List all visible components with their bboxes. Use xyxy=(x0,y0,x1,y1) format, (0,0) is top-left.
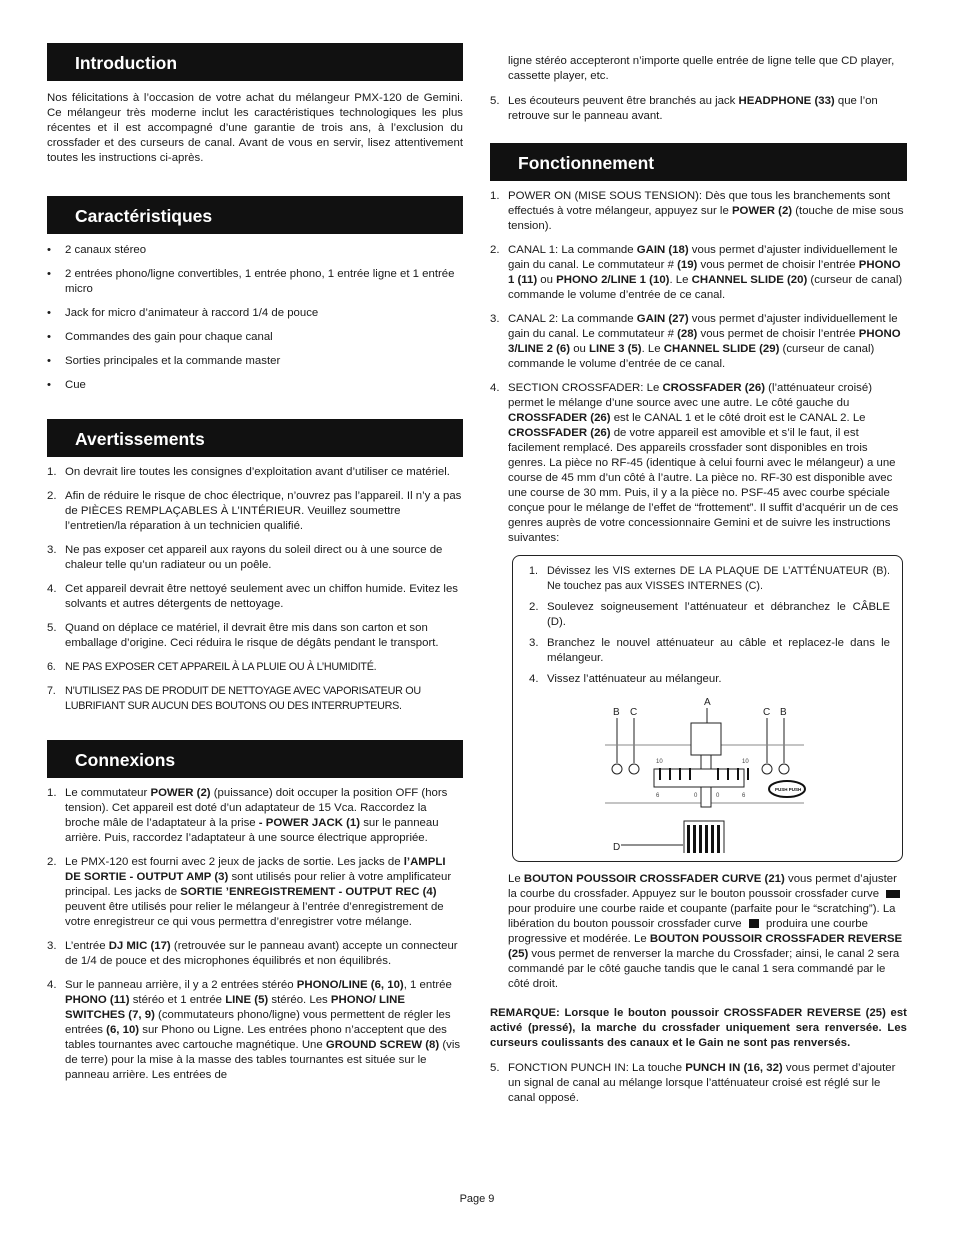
continued-paragraph: ligne stéréo accepteront n’importe quelle entrée de ligne telle que CD player, cassette player, etc. xyxy=(508,55,895,82)
connections-list xyxy=(47,786,463,1083)
list-item: 4. Sur le panneau arrière, il y a 2 entrées stéréo PHONO/LINE (6, 10), 1 entrée PHONO (11) stéréo et 1 entrée LINE (5) stéréo. Les PHONO/ LINE SWITCHES (7, 9) (commutateurs phono/ligne) vous permettent de régler les entrées (6, 10) sur Phono ou Ligne. Les entrées phono n’acceptent que des tables tournantes avec cartouche magnétique. Une GROUND SCREW (8) (vis de terre) pour la mise à la masse des tables tournantes est située sur le panneau arrière. Les entrées de xyxy=(47,979,461,1081)
label-b-right: B xyxy=(780,707,787,718)
section-header-introduction: Introduction xyxy=(47,43,463,81)
remark-paragraph: REMARQUE: Lorsque le bouton poussoir CROSSFADER REVERSE (25) est activé (pressé), la marche du crossfader uniquement sera renversée. Les curseurs coulissants des canaux et le Gain ne sont pas renversés. xyxy=(490,1007,907,1049)
section-header-operation: Fonctionnement xyxy=(490,143,907,181)
list-item: 7. N’UTILISEZ PAS DE PRODUIT DE NETTOYAGE AVEC VAPORISATEUR OU LUBRIFIANT SUR AUCUN DES BOUTONS OU DES INTERRUPTEURS. xyxy=(47,685,421,712)
list-item: 1. On devrait lire toutes les consignes d’exploitation avant d’utiliser ce matériel. xyxy=(47,466,450,478)
list-item: 2. Le PMX-120 est fourni avec 2 jeux de jacks de sortie. Les jacks de l’AMPLI DE SORTIE - OUTPUT AMP (3) sont utilisés pour relier à votre amplificateur principal. Les jacks de SORTIE ’ENREGISTREMENT - OUTPUT REC (4) peuvent être utilisés pour relier le mélangeur à l’entrée d’enregistrement de votre enregistreur ce qui vous permettra d’enregistrer votre mélange. xyxy=(47,856,452,928)
list-item: • Commandes des gain pour chaque canal xyxy=(47,331,273,343)
list-item: 5. Quand on déplace ce matériel, il devrait être mis dans son carton et son emballage d’origine. Ceci réduira le risque de dégâts pendant le transport. xyxy=(47,622,439,649)
features-list xyxy=(47,243,463,393)
list-item: 5. FONCTION PUNCH IN: La touche PUNCH IN (16, 32) vous permet d’ajouter un signal de canal au mélange lorsque l’atténuateur croisé est réglé sur le canal opposé. xyxy=(490,1062,896,1104)
scale-6-right: 6 xyxy=(742,793,746,799)
connections-list-continued xyxy=(490,94,907,124)
scale-6-left: 6 xyxy=(656,793,660,799)
list-item: 2. CANAL 1: La commande GAIN (18) vous permet d’ajuster individuellement le gain du canal. Le commutateur # (19) vous permet de choisir l’entrée PHONO 1 (11) ou PHONO 2/LINE 1 (10). Le CHANNEL SLIDE (20) (curseur de canal) commande le volume d’entrée de ce canal. xyxy=(490,244,903,301)
list-item: 1. POWER ON (MISE SOUS TENSION): Dès que tous les branchements sont effectués à votre mélangeur, appuyez sur le POWER (2) (touche de mise sous tension). xyxy=(490,190,904,232)
label-c-left: C xyxy=(630,707,638,718)
scale-10-right: 10 xyxy=(742,759,749,765)
operation-list-continued xyxy=(490,1061,907,1106)
crossfader-curve-paragraph: Le BOUTON POUSSOIR CROSSFADER CURVE (21) vous permet d’ajuster la courbe du crossfader. Appuyez sur le bouton poussoir crossfader curve pour produire une courbe raide et coupante (parfaite pour le “scratching”). La libération du bouton poussoir crossfader curve produira une courbe progressive et modérée. Le BOUTON POUSSOIR CROSSFADER REVERSE (25) vous permet de renverser la marche du Crossfader; ainsi, le canal 2 sera commandé par le côté gauche tandis que le canal 1 sera commandé par le côté droit. xyxy=(508,873,903,990)
list-item: 4. Cet appareil devrait être nettoyé seulement avec un chiffon humide. Evitez les solvants et autres détergents de nettoyage. xyxy=(47,583,458,610)
list-item: • Sorties principales et la commande master xyxy=(47,355,281,367)
right-column xyxy=(490,54,907,1115)
section-header-features: Caractéristiques xyxy=(47,196,463,234)
intro-paragraph: Nos félicitations à l’occasion de votre achat du mélangeur PMX-120 de Gemini. Ce mélangeur très moderne inclut les caractéristiques technologiques les plus récentes et il est accompagné d’une garantie de trois ans, à l’exclusion du crossfader et des curseurs de canal. Avant de vous en servir, lisez attentivement toutes les instructions ci-après. xyxy=(47,92,463,164)
push-badge-label: PUSH PUSH xyxy=(775,787,802,792)
page-number: Page 9 xyxy=(459,1193,495,1205)
label-d: D xyxy=(613,842,621,853)
list-item: 4. Vissez l’atténuateur au mélangeur. xyxy=(529,673,722,685)
list-item: 1. Dévissez les VIS externes DE LA PLAQUE DE L’ATTÉNUATEUR (B). Ne touchez pas aux VISSES INTERNES (C). xyxy=(529,565,890,592)
list-item: 2. Soulevez soigneusement l’atténuateur et débranchez le CÂBLE (D). xyxy=(529,601,890,628)
crossfader-steps xyxy=(529,564,890,687)
operation-list xyxy=(490,189,907,546)
scale-0-left: 0 xyxy=(694,793,698,799)
label-a: A xyxy=(704,697,711,708)
list-item: 6. NE PAS EXPOSER CET APPAREIL À LA PLUIE OU À L’HUMIDITÉ. xyxy=(47,661,377,673)
list-item: 3. Ne pas exposer cet appareil aux rayons du soleil direct ou à une source de chaleur telle qu’un radiateur ou un poêle. xyxy=(47,544,443,571)
list-item: 3. L’entrée DJ MIC (17) (retrouvée sur le panneau avant) accepte un connecteur de 1/4 de pouce et des microphones équilibrés et non équilibrés. xyxy=(47,940,458,967)
section-header-connections: Connexions xyxy=(47,740,463,778)
scale-0-right: 0 xyxy=(716,793,720,799)
list-item: 2. Afin de réduire le risque de choc électrique, n’ouvrez pas l’appareil. Il n’y a pas de PIÈCES REMPLAÇABLES À L’INTÉRIEUR. Veuillez soumettre l’entretien/la réparation à un technicien qualifié. xyxy=(47,490,462,532)
label-c-right: C xyxy=(763,707,771,718)
list-item: 1. Le commutateur POWER (2) (puissance) doit occuper la position OFF (hors tension). Cet appareil est doté d’un adaptateur de 15 Vca. Raccordez la broche mâle de l’adaptateur à la prise - POWER JACK (1) sur le panneau arrière. Puis, raccordez l’adaptateur à une source électrique appropriée. xyxy=(47,787,448,844)
scale-10-left: 10 xyxy=(656,759,663,765)
warnings-list xyxy=(47,465,463,714)
section-header-warnings: Avertissements xyxy=(47,419,463,457)
list-item: 5. Les écouteurs peuvent être branchés au jack HEADPHONE (33) que l’on retrouve sur le panneau avant. xyxy=(490,95,878,122)
list-item: 3. CANAL 2: La commande GAIN (27) vous permet d’ajuster individuellement le gain du canal. Le commutateur # (28) vous permet de choisir l’entrée PHONO 3/LINE 2 (6) ou LINE 3 (5). Le CHANNEL SLIDE (29) (curseur de canal) commande le volume d’entrée de ce canal. xyxy=(490,313,901,370)
list-item: 4. SECTION CROSSFADER: Le CROSSFADER (26) (l’atténuateur croisé) permet le mélange d’une source avec une autre. Le côté gauche du CROSSFADER (26) est le CANAL 1 et le côté droit est le CANAL 2. Le CROSSFADER (26) de votre appareil est amovible et s’il le faut, il est facilement remplacé. Des appareils crossfader sont disponibles en trois genres. La pièce no RF-45 (identique à celui fourni avec le mélangeur) a une course de 45 mm d’un côté à l’autre. La pièce no. RF-30 est disponible avec une course de 30 mm. Puis, il y a la pièce no. PSF-45 avec courbe spéciale conçue pour le mélange de l’effet de “frottement”. Il suffit d’acquérir un de ces genres auprès de votre concessionnaire Gemini et de suivre les instructions suivantes: xyxy=(490,382,899,544)
label-b-left: B xyxy=(613,707,620,718)
crossfader-diagram xyxy=(599,693,859,853)
list-item: • 2 canaux stéreo xyxy=(47,244,147,256)
crossfader-instructions-box xyxy=(512,555,903,862)
list-item: 3. Branchez le nouvel atténuateur au câble et replacez-le dans le mélangeur. xyxy=(529,637,890,664)
left-column xyxy=(47,43,463,1092)
list-item: • Jack for micro d’animateur à raccord 1/4 de pouce xyxy=(47,307,319,319)
list-item: • 2 entrées phono/ligne convertibles, 1 entrée phono, 1 entrée ligne et 1 entrée micro xyxy=(47,268,455,295)
button-pressed-icon xyxy=(886,890,900,898)
list-item: • Cue xyxy=(47,379,86,391)
button-released-icon xyxy=(749,919,759,928)
